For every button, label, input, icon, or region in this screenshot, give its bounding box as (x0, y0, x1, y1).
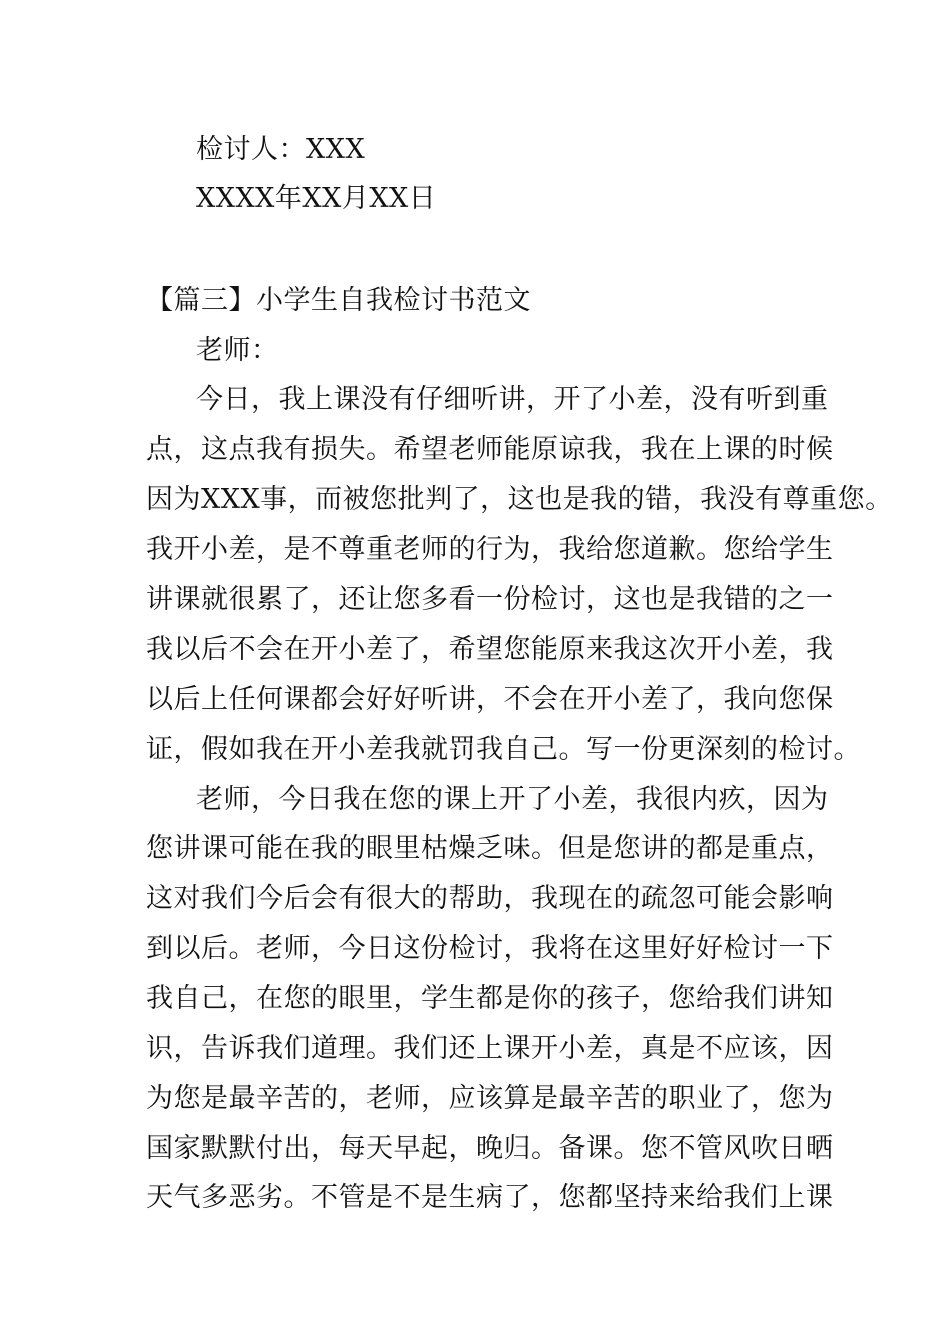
salutation: 老师： (196, 335, 279, 366)
paragraph-line: 这对我们今后会有很大的帮助，我现在的疏忽可能会影响 (146, 883, 834, 914)
paragraph-line: 识，告诉我们道理。我们还上课开小差，真是不应该，因 (146, 1033, 834, 1064)
paragraph-line: 到以后。老师，今日这份检讨，我将在这里好好检讨一下 (146, 933, 834, 964)
reviewer-signature: 检讨人：XXX (196, 134, 366, 165)
paragraph-line: 证，假如我在开小差我就罚我自己。写一份更深刻的检讨。 (146, 734, 861, 765)
paragraph-line: 老师，今日我在您的课上开了小差，我很内疚，因为 (196, 784, 829, 815)
paragraph-line: 为您是最辛苦的，老师，应该算是最辛苦的职业了，您为 (146, 1083, 834, 1114)
signature-date: XXXX年XX月XX日 (196, 183, 437, 214)
paragraph-line: 讲课就很累了，还让您多看一份检讨，这也是我错的之一 (146, 584, 834, 615)
paragraph-line: 我自己，在您的眼里，学生都是你的孩子，您给我们讲知 (146, 983, 834, 1014)
paragraph-line: 点，这点我有损失。希望老师能原谅我，我在上课的时候 (146, 434, 834, 465)
paragraph-line: 我开小差，是不尊重老师的行为，我给您道歉。您给学生 (146, 534, 834, 565)
paragraph-line: 以后上任何课都会好好听讲，不会在开小差了，我向您保 (146, 684, 834, 715)
paragraph-line: 国家默默付出，每天早起，晚归。备课。您不管风吹日晒 (146, 1133, 834, 1164)
paragraph-line: 我以后不会在开小差了，希望您能原来我这次开小差，我 (146, 634, 834, 665)
paragraph-line: 您讲课可能在我的眼里枯燥乏味。但是您讲的都是重点， (146, 833, 834, 864)
paragraph-line: 今日，我上课没有仔细听讲，开了小差，没有听到重 (196, 384, 829, 415)
paragraph-line: 天气多恶劣。不管是不是生病了，您都坚持来给我们上课 (146, 1182, 834, 1213)
paragraph-line: 因为XXX事，而被您批判了，这也是我的错，我没有尊重您。 (146, 484, 893, 515)
section-heading: 【篇三】小学生自我检讨书范文 (146, 285, 531, 316)
